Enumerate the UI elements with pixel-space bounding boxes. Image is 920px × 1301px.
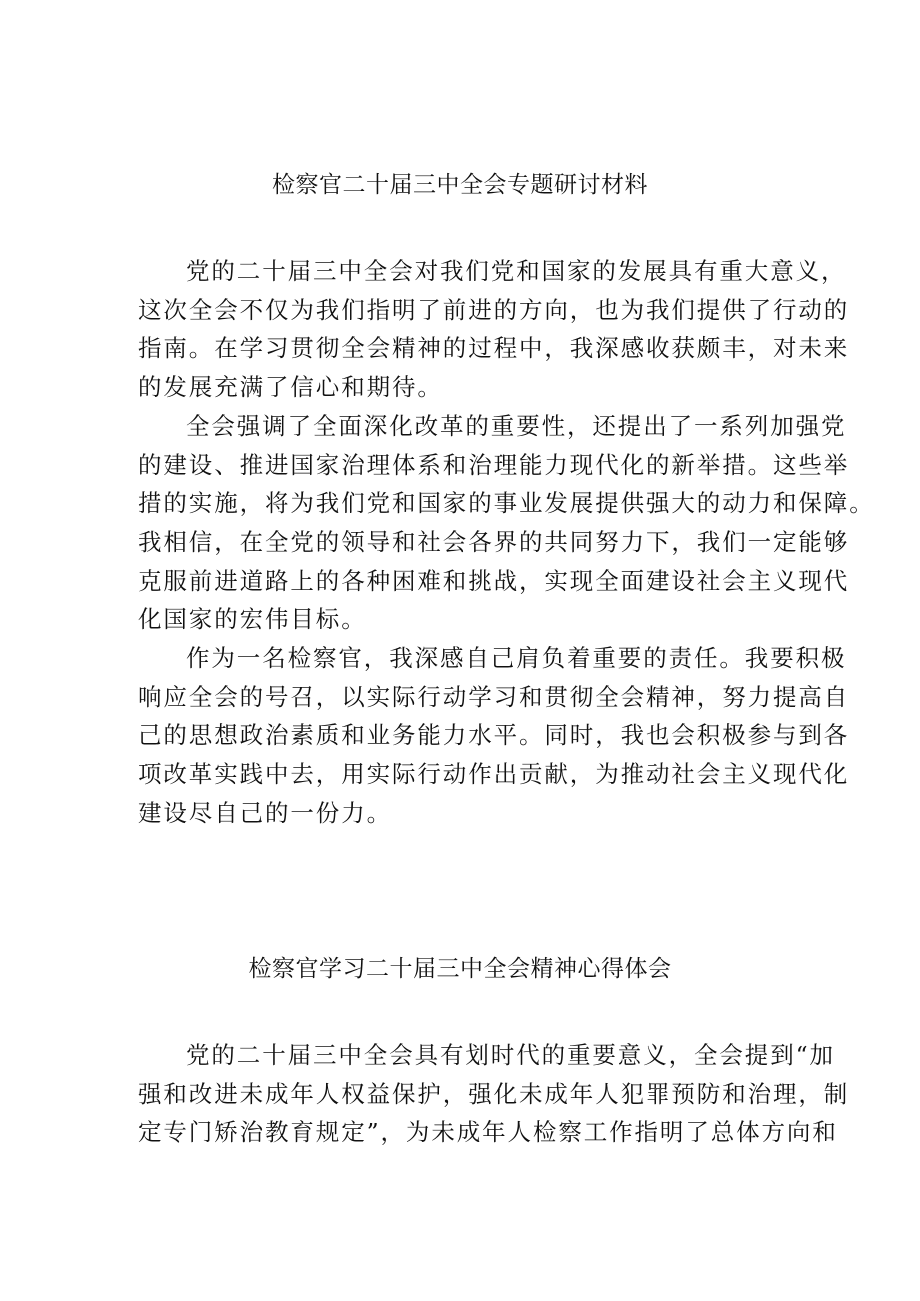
text-line: 响应全会的号召，以实际行动学习和贯彻全会精神，努力提高自 bbox=[138, 682, 850, 711]
article-1-body bbox=[138, 252, 875, 833]
text-line: 项改革实践中去，用实际行动作出贡献，为推动社会主义现代化 bbox=[138, 760, 850, 789]
article-1-title: 检察官二十届三中全会专题研讨材料 bbox=[272, 172, 648, 198]
text-line: 的发展充满了信心和期待。 bbox=[138, 373, 443, 402]
paragraph bbox=[138, 252, 850, 407]
text-line: 党的二十届三中全会具有划时代的重要意义，全会提到“加 bbox=[186, 1041, 835, 1069]
article-2-title: 检察官学习二十届三中全会精神心得体会 bbox=[248, 956, 672, 982]
text-line: 克服前进道路上的各种困难和挑战，实现全面建设社会主义现代 bbox=[138, 566, 850, 595]
text-line: 己的思想政治素质和业务能力水平。同时，我也会积极参与到各 bbox=[138, 721, 850, 750]
paragraph bbox=[138, 639, 850, 833]
text-line: 建设尽自己的一份力。 bbox=[138, 798, 392, 827]
text-line: 作为一名检察官，我深感自己肩负着重要的责任。我要积极 bbox=[186, 644, 847, 673]
text-line: 全会强调了全面深化改革的重要性，还提出了一系列加强党 bbox=[186, 411, 847, 440]
paragraph bbox=[138, 1036, 850, 1152]
text-line: 这次全会不仅为我们指明了前进的方向，也为我们提供了行动的 bbox=[138, 295, 850, 324]
text-line: 定专门矫治教育规定”，为未成年人检察工作指明了总体方向和 bbox=[138, 1118, 838, 1147]
text-line: 指南。在学习贯彻全会精神的过程中，我深感收获颇丰，对未来 bbox=[138, 334, 850, 363]
paragraph bbox=[138, 407, 875, 639]
text-line: 党的二十届三中全会对我们党和国家的发展具有重大意义， bbox=[186, 257, 847, 285]
text-line: 措的实施，将为我们党和国家的事业发展提供强大的动力和保障。 bbox=[138, 489, 875, 518]
text-line: 强和改进未成年人权益保护，强化未成年人犯罪预防和治理，制 bbox=[138, 1079, 850, 1108]
text-line: 我相信，在全党的领导和社会各界的共同努力下，我们一定能够 bbox=[138, 527, 850, 556]
article-2-body bbox=[138, 1036, 850, 1152]
text-line: 化国家的宏伟目标。 bbox=[138, 605, 367, 634]
text-line: 的建设、推进国家治理体系和治理能力现代化的新举措。这些举 bbox=[138, 450, 850, 479]
